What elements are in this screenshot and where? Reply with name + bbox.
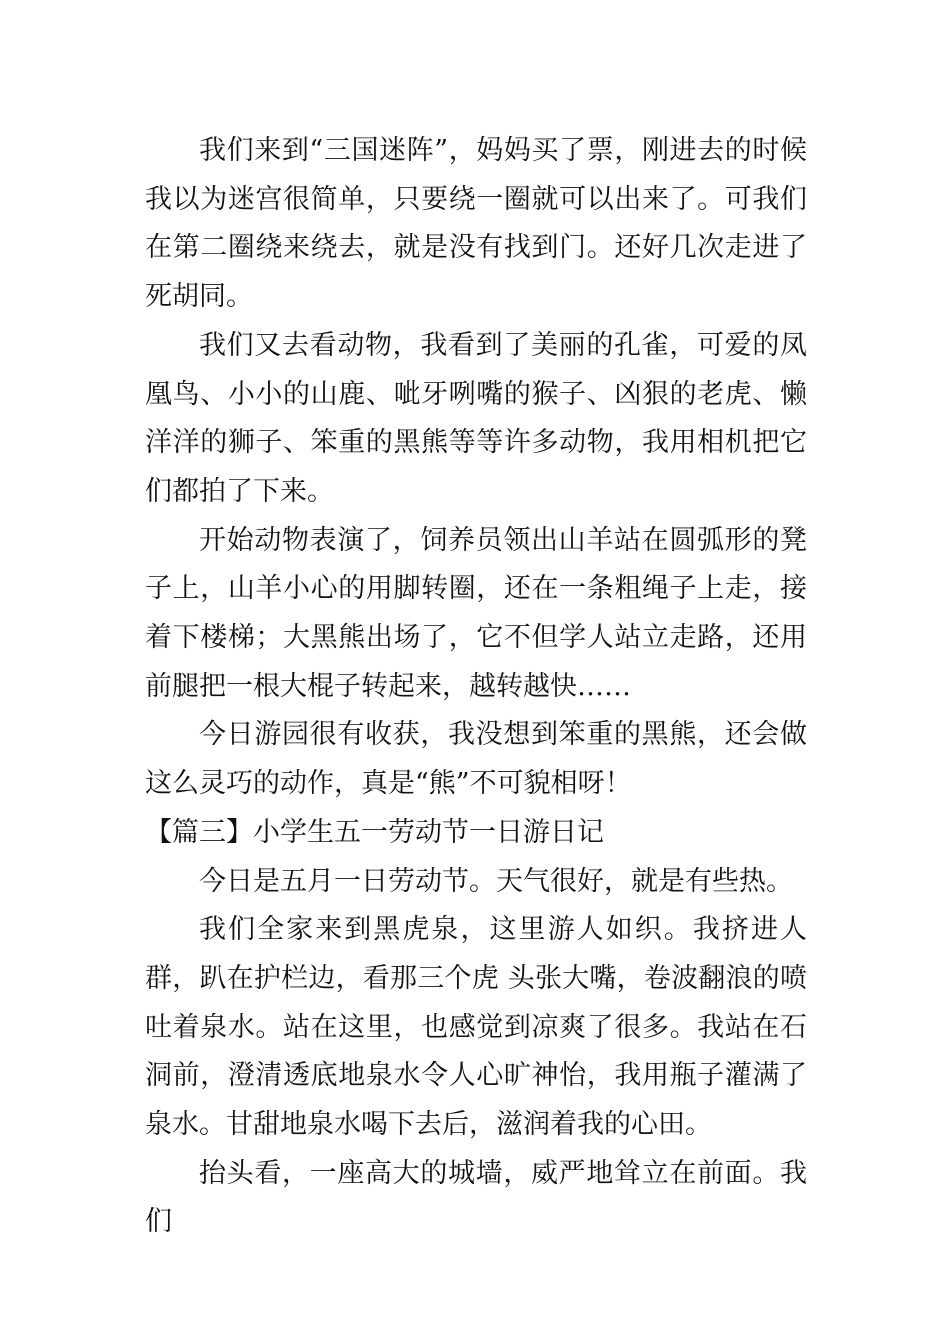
paragraph-conclusion: 今日游园很有收获，我没想到笨重的黑熊，还会做这么灵巧的动作，真是“熊”不可貌相呀！	[145, 719, 807, 800]
document-page	[145, 127, 807, 1247]
paragraph-labor-day: 今日是五月一日劳动节。天气很好，就是有些热。	[199, 865, 793, 897]
paragraph-black-tiger-spring: 我们全家来到黑虎泉，这里游人如织。我挤进人群，趴在护栏边，看那三个虎 头张大嘴，卷波翻浪的喷吐着泉水。站在这里，也感觉到凉爽了很多。我站在石洞前，澄清透底地泉水令人心旷神怡，我用瓶子灌满了泉水。甘甜地泉水喝下去后，滋润着我的心田。	[145, 914, 807, 1141]
paragraph-animals: 我们又去看动物，我看到了美丽的孔雀，可爱的凤凰鸟、小小的山鹿、呲牙咧嘴的猴子、凶狠的老虎、懒洋洋的狮子、笨重的黑熊等等许多动物，我用相机把它们都拍了下来。	[145, 329, 807, 507]
paragraph-city-wall: 抬头看，一座高大的城墙，威严地耸立在前面。我们	[145, 1157, 807, 1238]
paragraph-maze: 我们来到“三国迷阵”，妈妈买了票，刚进去的时候我以为迷宫很简单，只要绕一圈就可以出来了。可我们在第二圈绕来绕去，就是没有找到门。还好几次走进了死胡同。	[145, 135, 807, 313]
section-heading: 【篇三】小学生五一劳动节一日游日记	[145, 816, 604, 848]
paragraph-animal-show: 开始动物表演了，饲养员领出山羊站在圆弧形的凳子上，山羊小心的用脚转圈，还在一条粗绳子上走，接着下楼梯；大黑熊出场了，它不但学人站立走路，还用前腿把一根大棍子转起来，越转越快……	[145, 524, 807, 702]
